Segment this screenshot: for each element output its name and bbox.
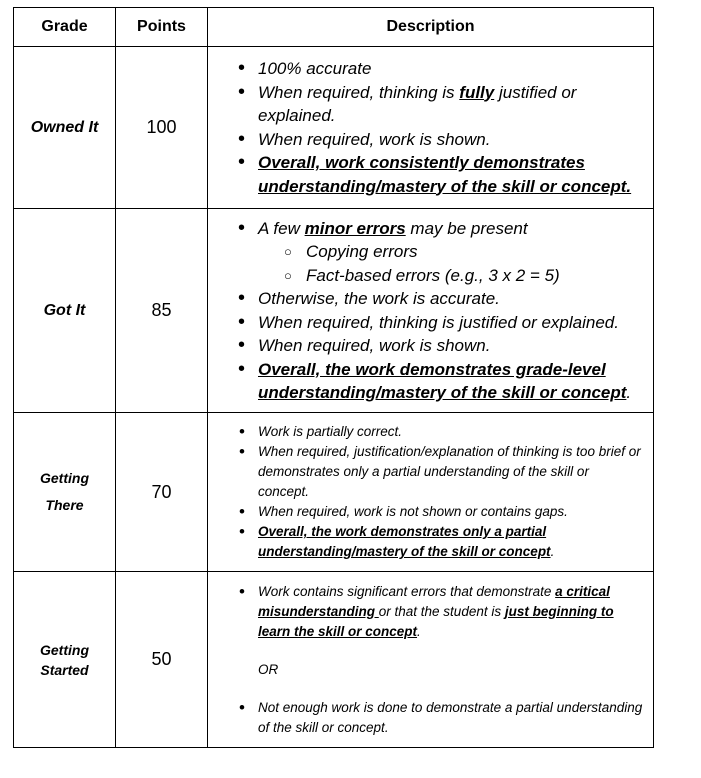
- list-item: • When required, work is not shown or contains gaps.: [208, 502, 653, 522]
- rubric-row-getting-there: [14, 413, 654, 572]
- grade-cell: Owned It: [14, 47, 116, 209]
- or-separator: OR: [258, 661, 279, 677]
- header-row: [14, 8, 654, 47]
- emphasis-text: minor errors: [304, 218, 406, 238]
- rubric-table: [13, 7, 654, 748]
- points-cell: 70: [116, 413, 208, 572]
- sub-list-item: ○ Fact-based errors (e.g., 3 x 2 = 5): [258, 264, 643, 288]
- description-cell: [208, 209, 654, 413]
- emphasis-text: Overall, the work demonstrates grade-level understanding/mastery of the skill or concept: [258, 359, 627, 402]
- sub-list-item: ○ Copying errors: [258, 240, 643, 264]
- grade-cell: Got It: [14, 209, 116, 413]
- list-item: • Not enough work is done to demonstrate a partial understanding of the skill or concept.: [208, 698, 653, 738]
- list-item: • Overall, the work demonstrates only a partial understanding/mastery of the skill or concept.: [208, 522, 653, 562]
- list-item: [208, 151, 653, 198]
- points-cell: 100: [116, 47, 208, 209]
- rubric-row-got-it: [14, 209, 654, 413]
- list-item: • Work is partially correct.: [208, 422, 653, 442]
- list-item: • A few minor errors may be present ○ Copying errors ○ Fact-based errors (e.g., 3 x 2 = 5): [208, 217, 653, 288]
- description-cell: [208, 413, 654, 572]
- list-item: • When required, thinking is justified or explained.: [208, 311, 653, 335]
- list-item: • Otherwise, the work is accurate.: [208, 287, 653, 311]
- list-item: • Work contains significant errors that demonstrate a critical misunderstanding or that the student is just beginning to learn the skill or concept.: [208, 582, 653, 642]
- points-cell: 50: [116, 572, 208, 748]
- description-cell: [208, 572, 654, 748]
- list-item: • Overall, the work demonstrates grade-level understanding/mastery of the skill or concept.: [208, 358, 653, 405]
- rubric-row-getting-started: [14, 572, 654, 748]
- emphasis-text: a critical misunderstanding: [258, 583, 610, 619]
- rubric-row-owned-it: [14, 47, 654, 209]
- header-grade: Grade: [14, 8, 116, 47]
- points-cell: 85: [116, 209, 208, 413]
- header-description: Description: [208, 8, 654, 47]
- description-cell: [208, 47, 654, 209]
- emphasis-text: fully: [459, 82, 495, 102]
- list-item: • When required, work is shown.: [208, 128, 653, 152]
- emphasis-text: Overall, the work demonstrates only a partial understanding/mastery of the skill or concept: [258, 524, 551, 559]
- list-item: • 100% accurate: [208, 57, 653, 81]
- header-points: Points: [116, 8, 208, 47]
- emphasis-text: Overall, work consistently demonstrates understanding/mastery of the skill or concept.: [258, 153, 632, 196]
- list-item: • When required, justification/explanation of thinking is too brief or demonstrates only a partial understanding of the skill or concept.: [208, 442, 653, 502]
- list-item: • When required, work is shown.: [208, 334, 653, 358]
- list-item: • When required, thinking is fully justified or explained.: [208, 81, 653, 128]
- emphasis-text: just beginning to learn the skill or concept: [258, 603, 614, 639]
- grade-cell: Getting There: [14, 413, 116, 572]
- grade-cell: Getting Started: [14, 572, 116, 748]
